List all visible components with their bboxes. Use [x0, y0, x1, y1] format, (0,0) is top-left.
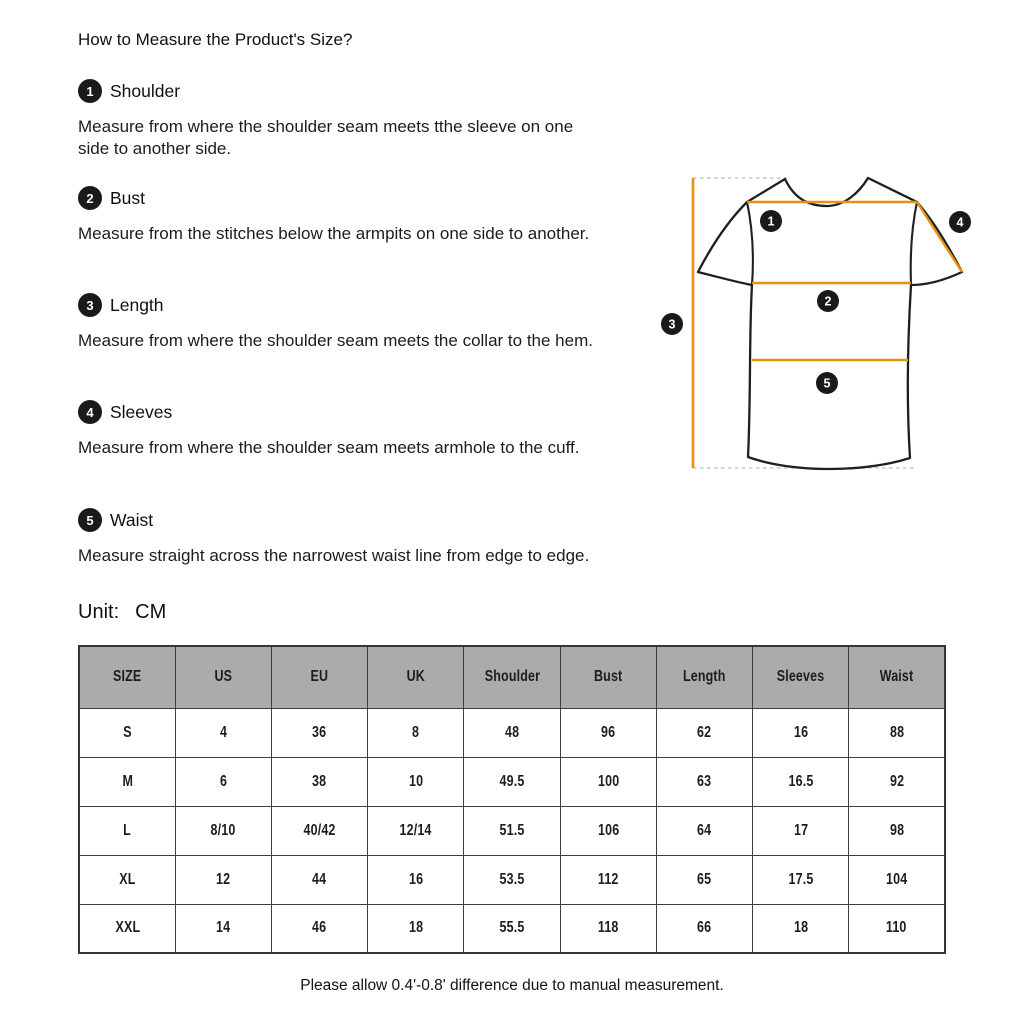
table-cell: 96	[560, 708, 656, 757]
table-cell: 49.5	[464, 757, 560, 806]
table-cell: 98	[849, 806, 945, 855]
badge-1-icon: 1	[78, 79, 102, 103]
table-cell: 118	[560, 904, 656, 953]
badge-5-icon: 5	[78, 508, 102, 532]
section-desc-shoulder: Measure from where the shoulder seam meets tthe sleeve on one side to another side.	[78, 117, 574, 158]
table-cell: 16	[753, 708, 849, 757]
badge-2-icon: 2	[78, 186, 102, 210]
table-cell: 112	[560, 855, 656, 904]
section-label-sleeves: Sleeves	[110, 401, 173, 422]
table-row-s	[79, 708, 945, 757]
section-heading-length	[78, 293, 164, 317]
table-row-m	[79, 757, 945, 806]
section-heading-waist	[78, 508, 153, 532]
table-header-row	[79, 646, 945, 708]
section-heading-shoulder	[78, 79, 180, 103]
svg-text:5: 5	[823, 376, 831, 391]
header-cell-sleeves: Sleeves	[753, 646, 849, 708]
table-cell: 65	[656, 855, 752, 904]
table-cell: XXL	[79, 904, 175, 953]
table-cell: M	[79, 757, 175, 806]
section-label-waist: Waist	[110, 509, 154, 530]
section-heading-sleeves	[78, 400, 172, 424]
table-cell: 44	[271, 855, 367, 904]
table-cell: 16	[368, 855, 464, 904]
badge-4-icon: 4	[78, 400, 102, 424]
table-cell: 12/14	[368, 806, 464, 855]
section-label-bust: Bust	[110, 187, 146, 208]
header-cell-waist: Waist	[849, 646, 945, 708]
table-cell: 18	[753, 904, 849, 953]
unit-line	[78, 601, 166, 624]
size-table	[78, 645, 946, 954]
table-cell: 4	[175, 708, 271, 757]
table-cell: 92	[849, 757, 945, 806]
table-cell: 14	[175, 904, 271, 953]
table-cell: 64	[656, 806, 752, 855]
table-cell: 8/10	[175, 806, 271, 855]
marker-3-badge	[661, 313, 683, 335]
section-heading-bust	[78, 186, 145, 210]
table-cell: 110	[849, 904, 945, 953]
table-cell: 36	[271, 708, 367, 757]
marker-1-badge	[760, 210, 782, 232]
marker-2-badge	[817, 290, 839, 312]
table-cell: 100	[560, 757, 656, 806]
table-cell: 106	[560, 806, 656, 855]
table-row-l	[79, 806, 945, 855]
table-cell: 48	[464, 708, 560, 757]
tshirt-outline	[698, 178, 962, 469]
unit-value: CM	[135, 601, 167, 623]
table-cell: 40/42	[271, 806, 367, 855]
unit-label: Unit:	[78, 601, 120, 623]
table-cell: 88	[849, 708, 945, 757]
table-cell: 17	[753, 806, 849, 855]
table-cell: 8	[368, 708, 464, 757]
section-desc-sleeves: Measure from where the shoulder seam meets armhole to the cuff.	[78, 438, 580, 457]
svg-text:4: 4	[956, 215, 964, 230]
svg-text:3: 3	[668, 317, 676, 332]
svg-text:1: 1	[767, 214, 775, 229]
footer-note: Please allow 0.4'-0.8' difference due to manual measurement.	[300, 977, 724, 994]
table-row-xxl	[79, 904, 945, 953]
marker-4-badge	[949, 211, 971, 233]
table-cell: 63	[656, 757, 752, 806]
section-desc-waist: Measure straight across the narrowest waist line from edge to edge.	[78, 546, 590, 565]
section-desc-bust: Measure from the stitches below the armpits on one side to another.	[78, 224, 590, 243]
table-cell: 16.5	[753, 757, 849, 806]
header-cell-size: SIZE	[79, 646, 175, 708]
header-cell-uk: UK	[368, 646, 464, 708]
section-desc-length: Measure from where the shoulder seam meets the collar to the hem.	[78, 331, 593, 350]
section-label-length: Length	[110, 294, 164, 315]
table-cell: 104	[849, 855, 945, 904]
table-cell: 46	[271, 904, 367, 953]
svg-text:2: 2	[824, 294, 832, 309]
table-cell: S	[79, 708, 175, 757]
badge-3-icon: 3	[78, 293, 102, 317]
page-title: How to Measure the Product's Size?	[78, 30, 353, 49]
header-cell-us: US	[175, 646, 271, 708]
table-cell: 6	[175, 757, 271, 806]
header-cell-bust: Bust	[560, 646, 656, 708]
marker-5-badge	[816, 372, 838, 394]
header-cell-shoulder: Shoulder	[464, 646, 560, 708]
header-cell-length: Length	[656, 646, 752, 708]
table-cell: 10	[368, 757, 464, 806]
table-cell: 17.5	[753, 855, 849, 904]
table-cell: 18	[368, 904, 464, 953]
table-cell: 12	[175, 855, 271, 904]
header-cell-eu: EU	[271, 646, 367, 708]
table-cell: 51.5	[464, 806, 560, 855]
table-cell: L	[79, 806, 175, 855]
table-cell: 66	[656, 904, 752, 953]
table-cell: 62	[656, 708, 752, 757]
tshirt-diagram	[640, 155, 1024, 495]
table-row-xl	[79, 855, 945, 904]
section-label-shoulder: Shoulder	[110, 80, 181, 101]
table-cell: XL	[79, 855, 175, 904]
table-cell: 55.5	[464, 904, 560, 953]
table-cell: 38	[271, 757, 367, 806]
table-cell: 53.5	[464, 855, 560, 904]
